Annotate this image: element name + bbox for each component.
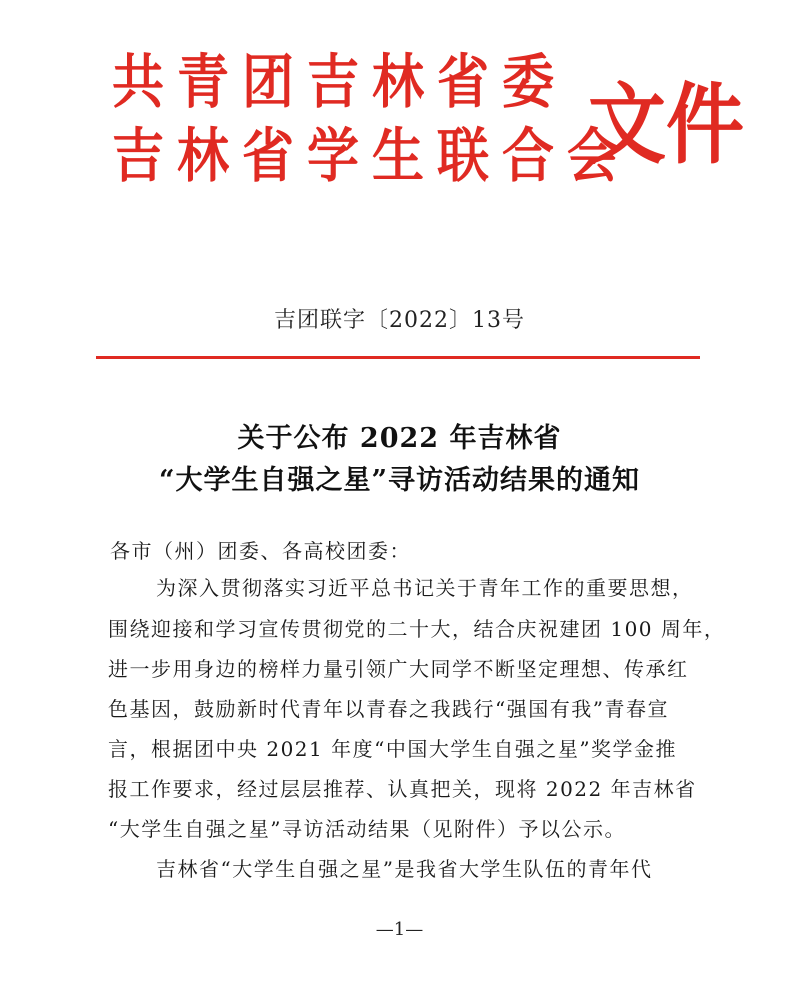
red-header [112,40,745,200]
notice-title-line-1: 关于公布 2022 年吉林省 [237,423,562,454]
body-line: 色基因，鼓励新时代青年以青春之我践行“强国有我”青春宣 [108,697,669,721]
document-type-label: 文件 [588,75,745,177]
body-line: 为深入贯彻落实习近平总书记关于青年工作的重要思想， [156,576,694,600]
document-number: 吉团联字〔2022〕13号 [274,308,525,333]
body-line: “大学生自强之星”寻访活动结果（见附件）予以公示。 [108,817,626,841]
page-number: —1— [375,919,424,940]
notice-title-line-2: “大学生自强之星”寻访活动结果的通知 [158,465,641,496]
issuer-line-2: 吉林省学生联合会 [112,123,633,191]
body-line: 进一步用身边的榜样力量引领广大同学不断坚定理想、传承红 [108,657,689,681]
issuer-line-1: 共青团吉林省委 [112,49,568,117]
body-line: 围绕迎接和学习宣传贯彻党的二十大，结合庆祝建团 100 周年， [108,617,726,641]
salutation: 各市（州）团委、各高校团委： [110,539,411,563]
red-divider-line [96,356,700,359]
body-line: 吉林省“大学生自强之星”是我省大学生队伍的青年代 [156,857,653,881]
body-line: 报工作要求，经过层层推荐、认真把关，现将 2022 年吉林省 [108,777,697,801]
body-line: 言，根据团中央 2021 年度“中国大学生自强之星”奖学金推 [108,737,678,761]
